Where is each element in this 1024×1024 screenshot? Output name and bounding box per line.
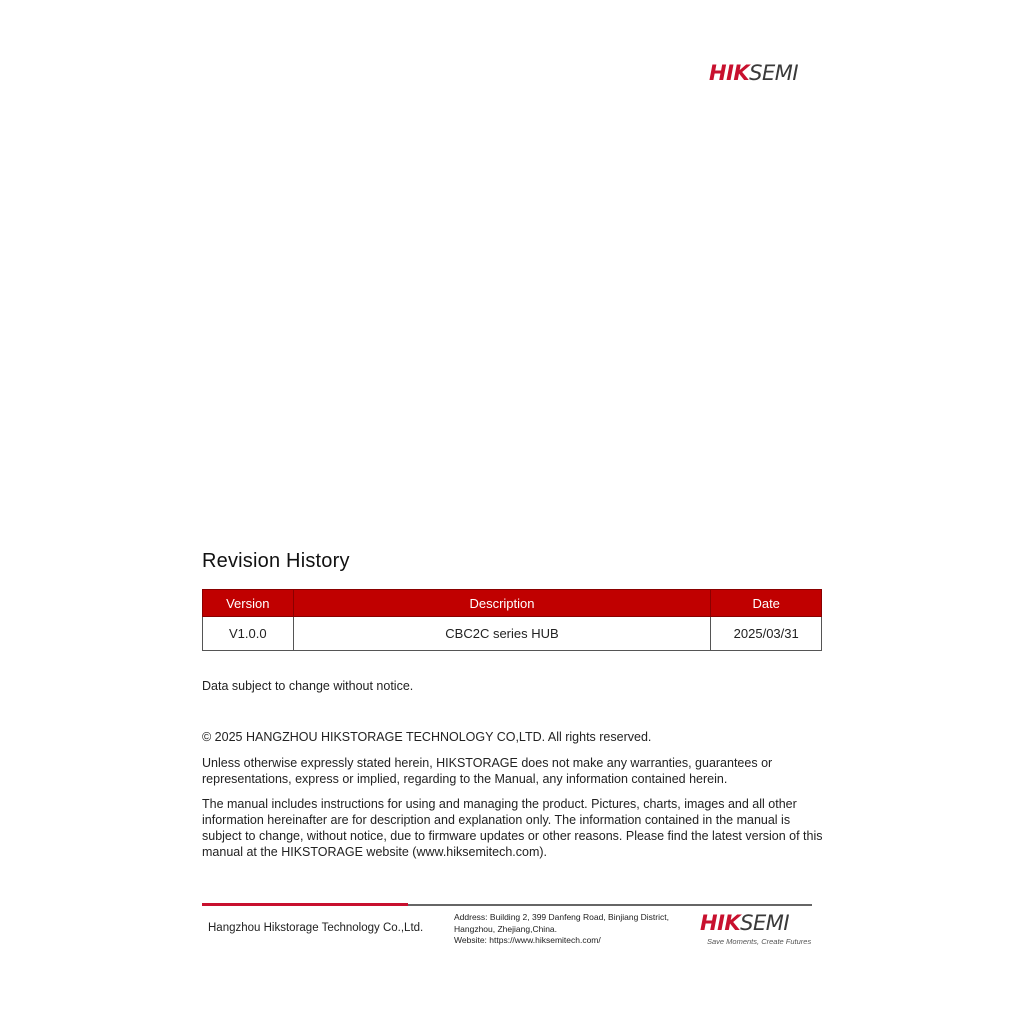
footer-address-line1: Address: Building 2, 399 Danfeng Road, Binjiang District,	[454, 912, 669, 922]
cell-date: 2025/03/31	[711, 617, 822, 651]
hiksemi-logo-bottom	[700, 913, 789, 934]
cell-version: V1.0.0	[203, 617, 294, 651]
logo-hik-text: HIK	[709, 61, 750, 85]
table-header-row	[203, 590, 822, 617]
footer-company-name: Hangzhou Hikstorage Technology Co.,Ltd.	[208, 922, 424, 934]
copyright-text: © 2025 HANGZHOU HIKSTORAGE TECHNOLOGY CO,LTD. All rights reserved.	[202, 730, 652, 744]
warranty-disclaimer: Unless otherwise expressly stated herein, HIKSTORAGE does not make any warranties, guarantees or representations, express or implied, regarding to the Manual, any information contained herein.	[202, 756, 773, 786]
revision-table	[202, 589, 822, 651]
header-version: Version	[203, 590, 294, 617]
header-description: Description	[293, 590, 711, 617]
change-notice: Data subject to change without notice.	[202, 679, 414, 693]
footer-divider-red	[202, 903, 408, 906]
hiksemi-logo-top	[709, 63, 798, 84]
footer-address-block	[454, 912, 694, 947]
header-date: Date	[711, 590, 822, 617]
cell-description: CBC2C series HUB	[293, 617, 711, 651]
footer-website: Website: https://www.hiksemitech.com/	[454, 935, 601, 945]
table-row	[203, 617, 822, 651]
footer-divider-gray	[408, 904, 812, 906]
footer-address-line2: Hangzhou, Zhejiang,China.	[454, 923, 558, 934]
logo-semi-text: SEMI	[740, 911, 790, 935]
logo-semi-text: SEMI	[749, 61, 799, 85]
revision-history-title: Revision History	[202, 550, 350, 572]
manual-disclaimer: The manual includes instructions for using and managing the product. Pictures, charts, images and all other information hereinafter are for description and explanation only. The information contained in the manual is subject to change, without notice, due to firmware updates or other reasons. Please find the latest version of this manual at the HIKSTORAGE website (www.hiksemitech.com).	[202, 797, 823, 859]
brand-slogan: Save Moments, Create Futures	[707, 937, 812, 946]
logo-hik-text: HIK	[700, 911, 741, 935]
